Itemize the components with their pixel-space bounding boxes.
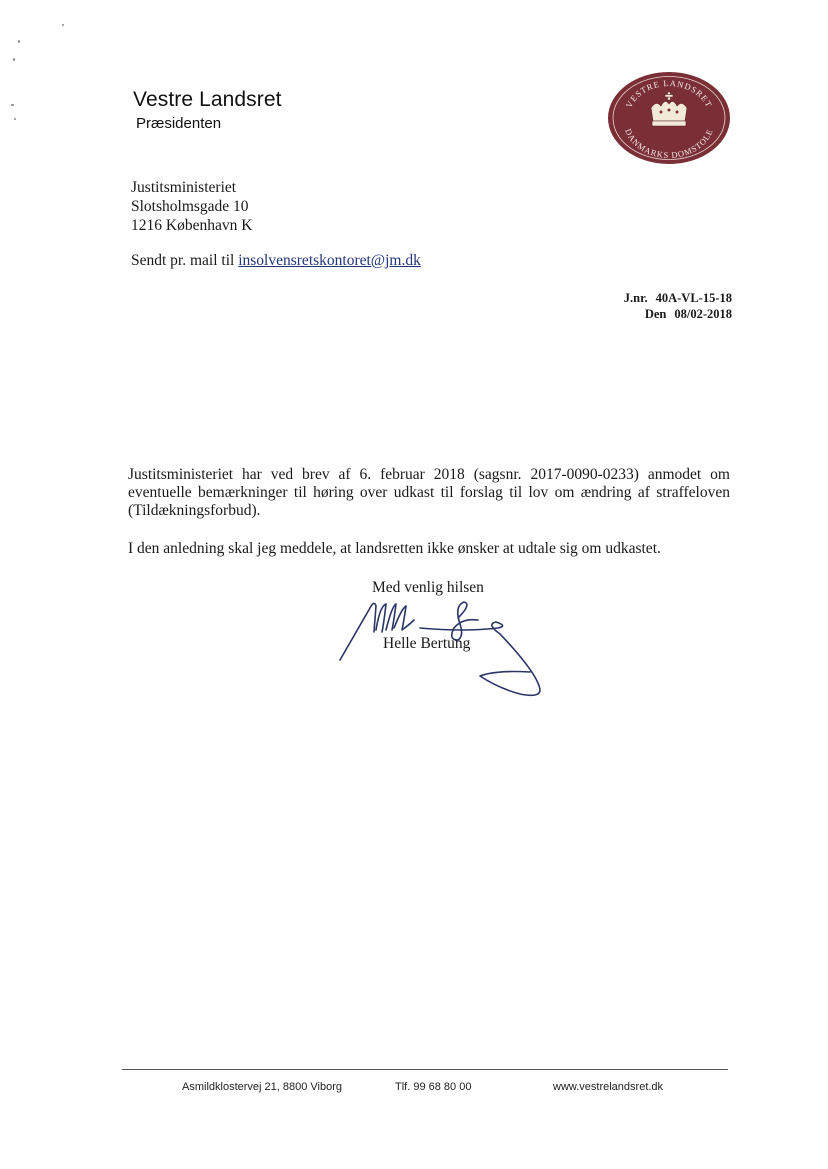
letter-body — [128, 466, 730, 578]
closing-greeting: Med venlig hilsen — [372, 579, 484, 596]
scan-speck — [11, 104, 14, 106]
footer-website-link[interactable]: www.vestrelandsret.dk — [553, 1081, 664, 1093]
body-paragraph: I den anledning skal jeg meddele, at landsretten ikke ønsker at udtale sig om udkastet. — [128, 540, 661, 557]
svg-text:VESTRE LANDSRET: VESTRE LANDSRET — [623, 77, 715, 110]
scan-speck — [62, 24, 64, 26]
court-name: Vestre Landsret — [133, 88, 282, 111]
footer-address: Asmildklostervej 21, 8800 Viborg — [182, 1081, 342, 1093]
body-paragraph: Justitsministeriet har ved brev af 6. februar 2018 (sagsnr. 2017-0090-0233) anmodet om eventuelle bemærkninger til høring over udkast til forslag til lov om ændring af straffeloven (Tildækningsforbud). — [128, 466, 730, 519]
delivery-prefix: Sendt pr. mail til — [131, 252, 239, 269]
letter-date: 08/02-2018 — [674, 307, 732, 321]
scan-speck — [13, 58, 15, 61]
footer-divider — [122, 1069, 728, 1070]
journal-number-label: J.nr. — [623, 291, 648, 305]
date-label: Den — [644, 307, 667, 321]
court-seal-logo — [606, 70, 732, 166]
email-link[interactable]: insolvensretskontoret@jm.dk — [238, 252, 421, 269]
scan-speck — [18, 40, 20, 43]
recipient-city: 1216 København K — [131, 217, 253, 234]
journal-number: 40A-VL-15-18 — [655, 291, 732, 305]
delivery-line — [131, 252, 421, 270]
department-title: Præsidenten — [136, 115, 222, 132]
recipient-street: Slotsholmsgade 10 — [131, 198, 249, 215]
signer-name: Helle Bertung — [383, 635, 471, 652]
handwritten-signature — [330, 594, 620, 704]
footer-phone: Tlf. 99 68 80 00 — [395, 1081, 472, 1093]
reference-block — [624, 290, 732, 322]
scan-speck — [14, 118, 16, 120]
svg-text:DANMARKS DOMSTOLE: DANMARKS DOMSTOLE — [623, 127, 715, 161]
recipient-address — [131, 178, 252, 235]
recipient-name: Justitsministeriet — [131, 179, 237, 196]
